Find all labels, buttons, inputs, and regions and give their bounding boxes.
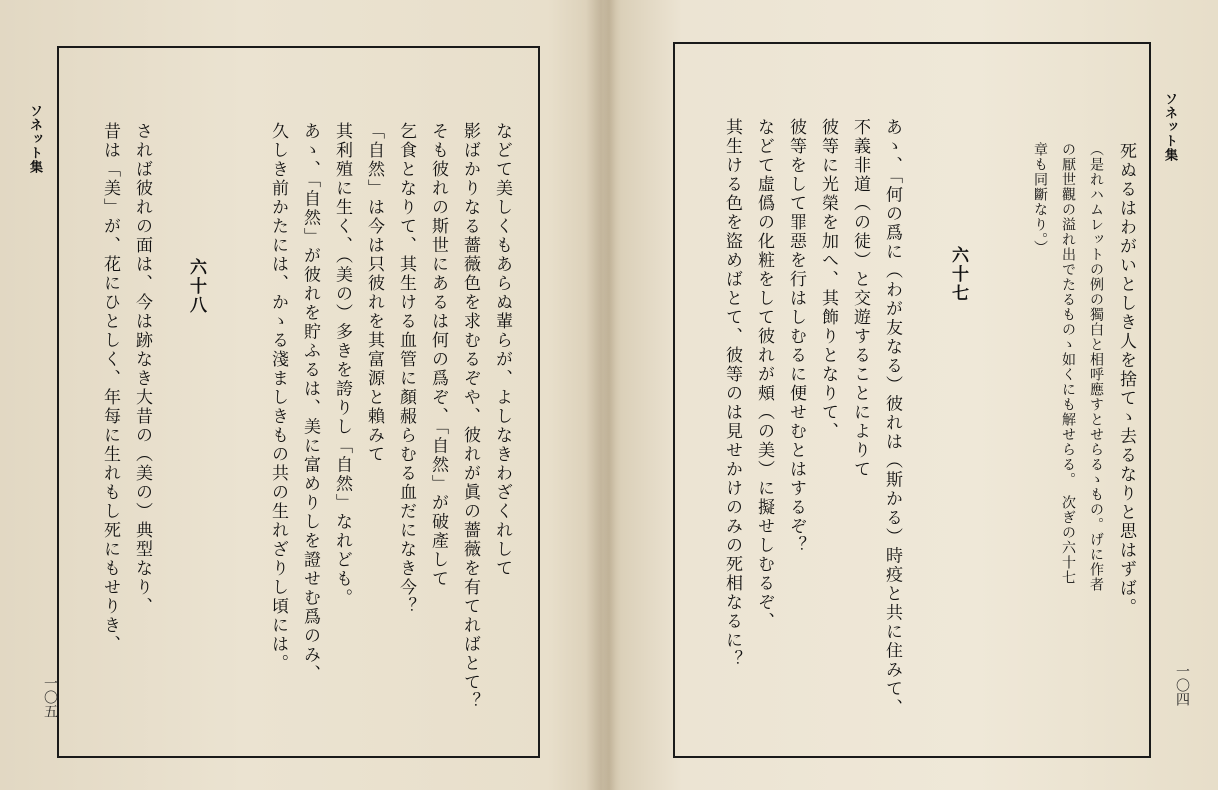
sonnet-68-heading: 六十八 bbox=[186, 258, 206, 315]
text-line: 彼等に光榮を加へ、其飾りとなりて、 bbox=[818, 118, 838, 441]
text-line: 影ばかりなる薔薇色を求むるぞや、彼れが眞の薔薇を有てればとて？ bbox=[460, 122, 480, 711]
text-line: 久しき前かたには、かゝる淺ましきもの共の生れざりし頃には。 bbox=[268, 122, 288, 673]
text-line: されば彼れの面は、今は跡なき大昔の（美の）典型なり、 bbox=[132, 122, 152, 616]
left-running-head: ソネット集 bbox=[27, 104, 42, 174]
left-page bbox=[0, 0, 600, 790]
sonnet-68-text bbox=[78, 122, 158, 722]
text-line: あゝ、「何の爲に（わが友なる）彼れは（斯かる）時疫と共に住みて、 bbox=[882, 118, 902, 718]
text-line: 「自然」は今は只彼れを其富源と賴みて bbox=[364, 122, 384, 464]
text-line: あゝ、「自然」が彼れを貯ふるは、美に富めりしを證せむ爲のみ、 bbox=[300, 122, 320, 684]
text-line: 死ぬるはわがいとしき人を捨てゝ去るなりと思はずば。 bbox=[1116, 142, 1136, 617]
text-line: そも彼れの斯世にあるは何の爲ぞ、「自然」が破產して bbox=[428, 122, 448, 589]
left-page-number: 一〇五 bbox=[42, 676, 58, 718]
text-line: 昔は「美」が、花にひとしく、年每に生れもし死にもせりき、 bbox=[100, 122, 120, 654]
text-line: 乞食となりて、其生ける血管に顏赧らむる血だになき今？ bbox=[396, 122, 416, 616]
text-line: 章も同斷なり。） bbox=[1032, 142, 1048, 255]
ch66-note bbox=[1018, 142, 1142, 702]
sonnet-67-text bbox=[698, 118, 908, 718]
right-page-number: 一〇四 bbox=[1174, 664, 1190, 706]
sonnet-67-heading: 六十七 bbox=[948, 246, 968, 303]
text-line: などて美しくもあらぬ輩らが、よしなきわざくれして bbox=[492, 122, 512, 578]
text-line: 其利殖に生く、（美の）多きを誇りし「自然」なれども。 bbox=[332, 122, 352, 608]
text-line: 其生ける色を盜めばとて、彼等のは見せかけのみの死相なるに？ bbox=[722, 118, 742, 669]
right-page bbox=[610, 0, 1218, 790]
text-line: の厭世觀の溢れ出でたるものゝ如くにも解せらる。 次ぎの六十七 bbox=[1060, 142, 1076, 585]
text-line: などて虛僞の化粧をして彼れが頰（の美）に擬せしむるぞ、 bbox=[754, 118, 774, 631]
right-running-head: ソネット集 bbox=[1162, 92, 1177, 162]
text-line: 不義非道（の徒）と交遊することによりて bbox=[850, 118, 870, 479]
text-line: （是れハムレットの例の獨白と相呼應すとせらるゝもの。げに作者 bbox=[1088, 142, 1104, 592]
text-line: 彼等をして罪惡を行はしむるに便せむとはするぞ？ bbox=[786, 118, 806, 555]
left-continued-text bbox=[228, 122, 518, 722]
